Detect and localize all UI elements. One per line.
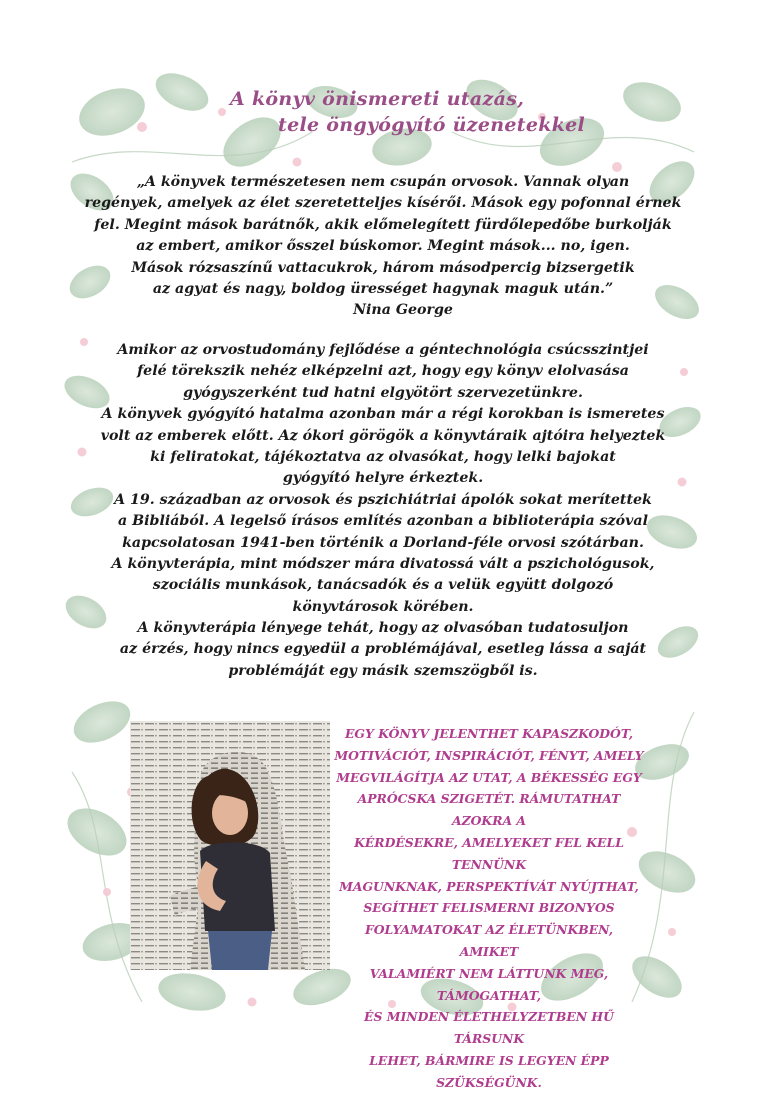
sidebar-quote-text: EGY KÖNYV JELENTHET KAPASZKODÓT, MOTIVÁCIÓT, INSPIRÁCIÓT, FÉNYT, AMELY MEGVILÁGÍTJA AZ UTAT, A BÉKESSÉG EGY APRÓCSKA SZIGETÉT. RÁMUTATHAT AZOKRA A KÉRDÉSEKRE, AMELYEKET FEL KELL TENNÜNK MAGUNKNAK, PERSPEKTÍVÁT NYÚJTHAT, SEGÍTHET FELISMERNI BIZONYOS FOLYAMATOKAT AZ ÉLETÜNKBEN, AMIKET VALAMIÉRT NEM LÁTTUNK MEG, TÁMOGATHAT, ÉS MINDEN ÉLETHELYZETBEN HŰ TÁRSUNK LEHET, BÁRMIRE IS LEGYEN ÉPP SZÜKSÉGÜNK. (334, 726, 644, 1090)
title-line-1: A könyv önismereti utazás, (230, 88, 525, 110)
page-content (72, 72, 694, 1090)
page-title (72, 86, 694, 138)
title-line-2: tele öngyógyító üzenetekkel (278, 114, 586, 136)
document-page (72, 72, 694, 1090)
body-paragraph-1: Amikor az orvostudomány fejlődése a géntechnológia csúcsszintjei felé törekszik nehéz elképzelni azt, hogy egy könyv elolvasása gyógyszerként tud hatni elgyötört szervezetünkre. A könyvek gyógyító hatalma azonban már a régi korokban is ismeretes volt az emberek előtt. Az ókori görögök a könyvtáraik ajtóira helyeztek ki feliratokat, tájékoztatva az olvasókat, hogy lelki bajokat gyógyító helyre érkeztek. A 19. században az orvosok és pszichiátriai ápolók sokat merítettek a Bibliából. A legelső írásos említés azonban a biblioterápia szóval kapcsolatosan 1941-ben történik a Dorland-féle orvosi szótárban. A könyvterápia, mint módszer mára divatossá vált a pszichológusok, szociális munkások, tanácsadók és a velük együtt dolgozó könyvtárosok körében. (100, 342, 666, 615)
quote-author: Nina George (353, 302, 453, 318)
photo-illustration (130, 721, 330, 970)
woman-hugging-book-figure-photo (130, 721, 330, 970)
body-paragraph-2: A könyvterápia lényege tehát, hogy az olvasóban tudatosuljon az érzés, hogy nincs egyedül a problémájával, esetleg lássa a saját problémáját egy másik szemszögből is. (119, 620, 647, 679)
quote-text: „A könyvek természetesen nem csupán orvosok. Vannak olyan regények, amelyek az élet szeretetteljes kísérői. Mások egy pofonnal érnek fel. Megint mások barátnők, akik előmelegített fürdőlepedőbe burkolják az embert, amikor ősszel búskomor. Megint mások... no, igen. Mások rózsaszínű vattacukrok, három másodpercig bizsergetik az agyat és nagy, boldog ürességet hagynak maguk után.” (84, 174, 682, 298)
